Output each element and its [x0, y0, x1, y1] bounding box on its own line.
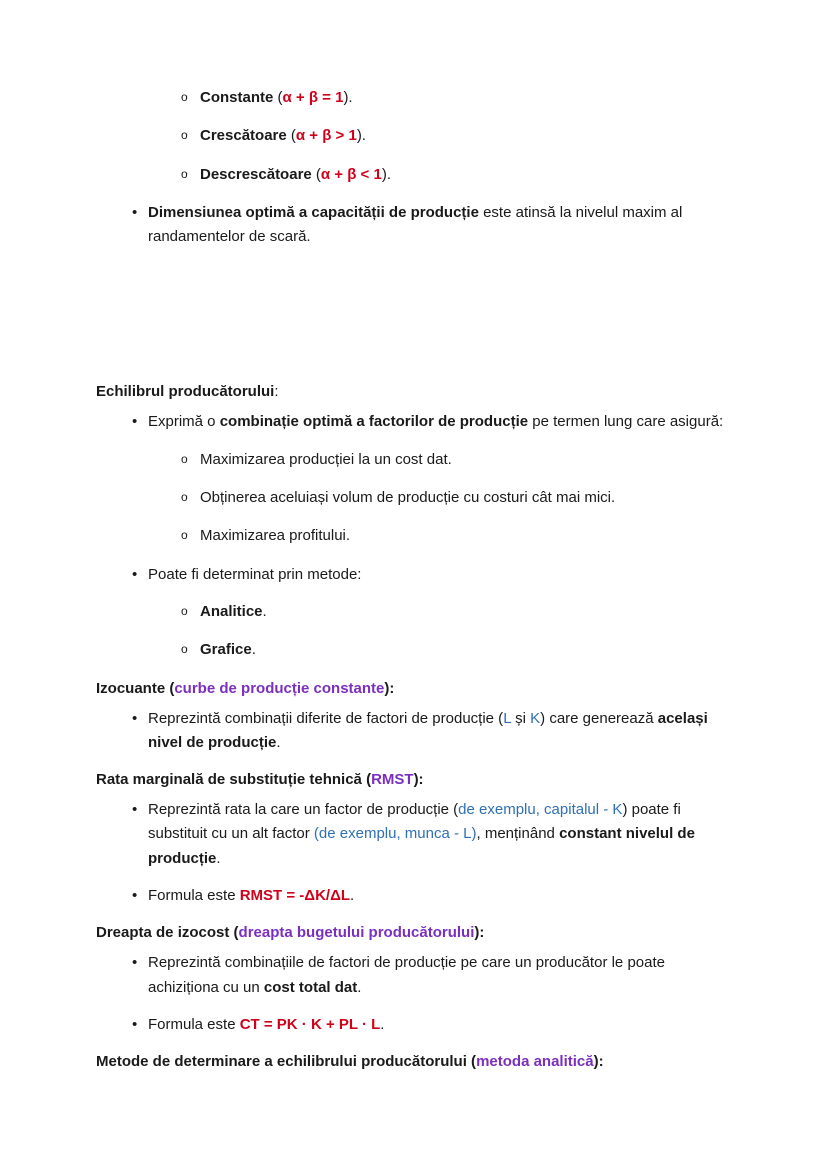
body-text: pe termen lung care asigură:: [528, 413, 724, 431]
heading-accent: metoda analitică: [476, 1053, 594, 1071]
term-label: același nivel de producție: [148, 709, 708, 751]
body-text: este atinsă la nivelul maxim al randamentelor de scară.: [148, 203, 683, 246]
heading-suffix: ):: [593, 1053, 604, 1071]
dot-bullet-icon: •: [132, 801, 138, 819]
list-item: [96, 563, 732, 587]
term-label: Dimensiunea optimă a capacității de producție: [148, 203, 479, 221]
body-text: .: [380, 1015, 385, 1033]
heading-text: Echilibrul producătorului: [96, 383, 275, 401]
term-label: cost total dat: [263, 978, 358, 996]
formula-text: CT = PK · K + PL · L: [239, 1015, 381, 1033]
list-item: [96, 707, 732, 756]
heading-accent: curbe de producție constante: [174, 679, 385, 697]
dot-bullet-icon: •: [132, 203, 138, 221]
optimal-dimension-list: [96, 201, 732, 250]
variable-k: K: [530, 709, 541, 727]
heading-suffix: :: [274, 383, 279, 401]
list-item: [96, 486, 732, 510]
paren-open: (: [311, 165, 321, 183]
formula-text: RMST = -ΔK/ΔL: [239, 887, 351, 905]
example-labour: (de exemplu, munca - L): [313, 825, 477, 843]
circle-bullet-icon: o: [181, 451, 188, 466]
heading-accent: RMST: [371, 771, 414, 789]
heading-suffix: ):: [474, 924, 485, 942]
paren-close: ).: [343, 89, 353, 106]
isocost-list: [96, 951, 732, 1037]
dot-bullet-icon: •: [132, 887, 138, 905]
body-text: .: [350, 887, 355, 905]
heading-text: Dreapta de izocost (: [96, 924, 239, 942]
term-label: Descrescătoare: [200, 165, 312, 183]
methods-list: [96, 563, 732, 587]
list-item: [96, 201, 732, 250]
term-label: constant nivelul de producție: [148, 825, 695, 867]
body-text: ) care generează: [540, 709, 658, 727]
circle-bullet-icon: o: [181, 128, 188, 143]
heading-text: Izocuante (: [96, 679, 175, 697]
body-text: .: [357, 978, 362, 996]
circle-bullet-icon: o: [181, 528, 188, 543]
list-item: [96, 798, 732, 871]
circle-bullet-icon: o: [181, 166, 188, 181]
list-item: [96, 124, 732, 148]
paren-open: (: [286, 127, 296, 145]
paren-open: (: [273, 89, 283, 106]
body-text: .: [251, 641, 256, 659]
section-heading-methods: [96, 1050, 732, 1074]
heading-accent: dreapta bugetului producătorului: [238, 924, 475, 942]
formula-text: α + β > 1: [295, 127, 357, 145]
list-item: [96, 951, 732, 1000]
paren-close: ).: [356, 127, 366, 145]
dot-bullet-icon: •: [132, 413, 138, 431]
section-spacer: [96, 262, 732, 380]
body-text: Maximizarea producției la un cost dat.: [200, 450, 452, 468]
list-item: [96, 86, 732, 110]
circle-bullet-icon: o: [181, 603, 188, 618]
list-item: [96, 163, 732, 187]
term-label: Crescătoare: [200, 127, 287, 145]
body-text: Exprimă o: [148, 413, 220, 431]
body-text: Obținerea aceluiași volum de producție cu costuri cât mai mici.: [200, 489, 616, 507]
dot-bullet-icon: •: [132, 709, 138, 727]
body-text: .: [276, 733, 281, 751]
body-text: .: [216, 849, 221, 867]
body-text: Reprezintă combinațiile de factori de producție pe care un producător le poate achiziționa cu un: [148, 954, 665, 996]
section-heading-isoquants: [96, 677, 732, 701]
list-item: [96, 638, 732, 662]
dot-bullet-icon: •: [132, 1015, 138, 1033]
body-text: Reprezintă rata la care un factor de producție (: [148, 801, 459, 819]
body-text: Reprezintă combinații diferite de factori de producție (: [148, 709, 504, 727]
section-heading-isocost: [96, 921, 732, 945]
circle-bullet-icon: o: [181, 490, 188, 505]
heading-text: Rata marginală de substituție tehnică (: [96, 771, 372, 789]
body-text: Formula este: [148, 1015, 240, 1033]
dot-bullet-icon: •: [132, 565, 138, 583]
body-text: Formula este: [148, 887, 240, 905]
equilibrium-sublist: [96, 448, 732, 549]
paren-close: ).: [381, 165, 392, 183]
dot-bullet-icon: •: [132, 954, 138, 972]
term-label: Grafice: [200, 641, 252, 659]
formula-text: α + β = 1: [282, 89, 344, 106]
scale-returns-list: [96, 86, 732, 187]
methods-sublist: [96, 600, 732, 663]
body-text: Maximizarea profitului.: [200, 527, 351, 545]
section-heading-rmst: [96, 768, 732, 792]
body-text: ) poate fi substituit cu un alt factor: [148, 801, 681, 843]
list-item: [96, 448, 732, 472]
term-label: combinație optimă a factorilor de producție: [219, 413, 529, 431]
heading-suffix: ):: [384, 679, 395, 697]
example-capital: de exemplu, capitalul - K: [458, 801, 623, 819]
heading-text: Metode de determinare a echilibrului producătorului (: [96, 1053, 477, 1071]
rmst-list: [96, 798, 732, 908]
term-label: Analitice: [200, 602, 263, 620]
isoquants-list: [96, 707, 732, 756]
body-text: .: [262, 602, 267, 620]
variable-l: L: [503, 709, 511, 727]
term-label: Constante: [200, 89, 274, 106]
list-item: [96, 524, 732, 548]
section-heading-equilibrium: [96, 380, 732, 404]
equilibrium-list: [96, 410, 732, 434]
circle-bullet-icon: o: [181, 90, 188, 104]
circle-bullet-icon: o: [181, 642, 188, 657]
body-text: Poate fi determinat prin metode:: [148, 565, 362, 583]
heading-suffix: ):: [413, 771, 424, 789]
list-item: [96, 884, 732, 908]
formula-text: α + β < 1: [320, 165, 382, 183]
list-item: [96, 410, 732, 434]
body-text: , menținând: [476, 825, 560, 843]
list-item: [96, 600, 732, 624]
list-item: [96, 1013, 732, 1037]
body-text: și: [510, 709, 531, 727]
